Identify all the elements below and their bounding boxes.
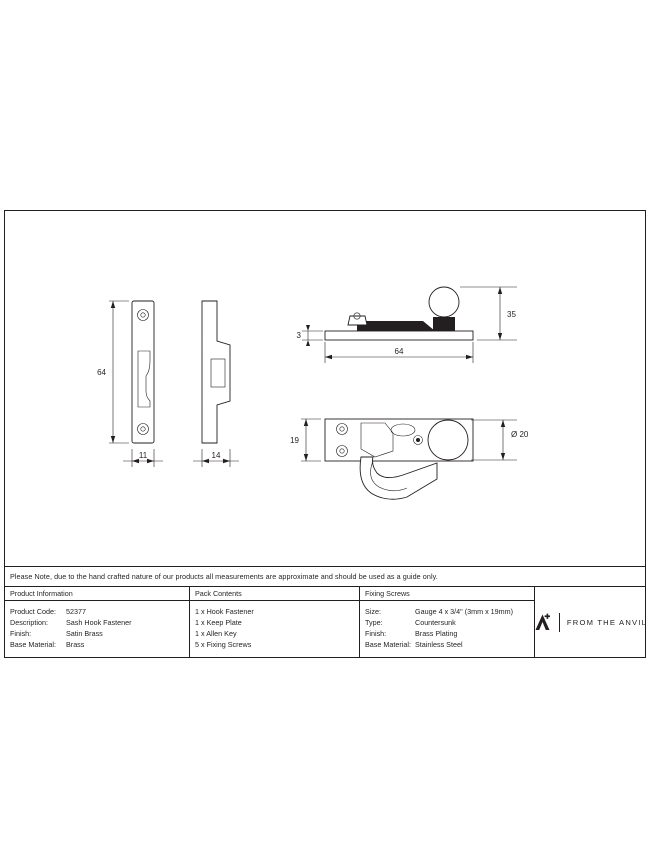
dim-keep-plate-height: 64 bbox=[97, 368, 106, 377]
fixing-screws-header: Fixing Screws bbox=[360, 587, 534, 601]
screw-finish-row bbox=[365, 628, 529, 639]
product-information-header: Product Information bbox=[5, 587, 189, 601]
screw-size-row bbox=[365, 606, 529, 617]
fixing-screws-column bbox=[360, 587, 535, 657]
dim-keep-plate-width: 11 bbox=[138, 451, 148, 460]
drawing-area bbox=[5, 211, 645, 566]
description-label: Description: bbox=[10, 618, 48, 627]
measurement-note-text: Please Note, due to the hand crafted nature of our products all measurements are approximate and should be used as a guide only. bbox=[10, 572, 438, 581]
technical-drawing-frame bbox=[4, 210, 646, 658]
brand-column bbox=[535, 587, 648, 657]
screw-base-material-label: Base Material: bbox=[365, 640, 411, 649]
pack-contents-header: Pack Contents bbox=[190, 587, 359, 601]
brand-name: FROM THE ANVIL bbox=[566, 617, 648, 627]
finish-row bbox=[10, 628, 184, 639]
pack-contents-item: 5 x Fixing Screws bbox=[195, 640, 252, 649]
product-information-column bbox=[5, 587, 190, 657]
finish-label: Finish: bbox=[10, 629, 32, 638]
dim-knob-diameter: Ø 20 bbox=[511, 430, 529, 439]
product-information-body bbox=[5, 601, 189, 650]
dim-keep-plate-depth: 14 bbox=[211, 451, 221, 460]
screw-size-value: Gauge 4 x 3/4" (3mm x 19mm) bbox=[415, 607, 514, 616]
screw-type-row bbox=[365, 617, 529, 628]
product-drawing-svg bbox=[5, 211, 645, 566]
screw-type-label: Type: bbox=[365, 618, 383, 627]
screw-size-label: Size: bbox=[365, 607, 381, 616]
screw-base-material-value: Stainless Steel bbox=[415, 640, 463, 649]
pack-contents-item: 1 x Keep Plate bbox=[195, 618, 242, 627]
product-code-label: Product Code: bbox=[10, 607, 56, 616]
dim-plate-length: 64 bbox=[394, 347, 404, 356]
description-value: Sash Hook Fastener bbox=[66, 618, 132, 627]
measurement-note bbox=[5, 566, 645, 587]
pack-contents-body bbox=[190, 601, 359, 650]
fixing-screws-body bbox=[360, 601, 534, 650]
description-row bbox=[10, 617, 184, 628]
view-fastener-plan bbox=[290, 419, 529, 499]
finish-value: Satin Brass bbox=[66, 629, 103, 638]
specification-table bbox=[5, 587, 648, 657]
product-code-row bbox=[10, 606, 184, 617]
pack-contents-item: 1 x Hook Fastener bbox=[195, 607, 254, 616]
screw-finish-value: Brass Plating bbox=[415, 629, 458, 638]
base-material-label: Base Material: bbox=[10, 640, 56, 649]
dim-overall-height: 35 bbox=[507, 310, 516, 319]
anvil-a-logo-icon bbox=[533, 613, 552, 632]
pack-contents-item: 1 x Allen Key bbox=[195, 629, 237, 638]
base-material-value: Brass bbox=[66, 640, 85, 649]
screw-type-value: Countersunk bbox=[415, 618, 456, 627]
pack-contents-column bbox=[190, 587, 360, 657]
view-keep-plate-side bbox=[193, 301, 239, 467]
product-code-value: 52377 bbox=[66, 607, 86, 616]
dim-plate-width: 19 bbox=[290, 436, 299, 445]
view-keep-plate-front bbox=[97, 301, 163, 467]
screw-finish-label: Finish: bbox=[365, 629, 387, 638]
logo-divider bbox=[559, 613, 560, 632]
brand-logo bbox=[535, 587, 648, 657]
view-fastener-side bbox=[297, 287, 517, 363]
screw-base-material-row bbox=[365, 639, 529, 650]
base-material-row bbox=[10, 639, 184, 650]
dim-plate-thickness: 3 bbox=[296, 331, 301, 340]
